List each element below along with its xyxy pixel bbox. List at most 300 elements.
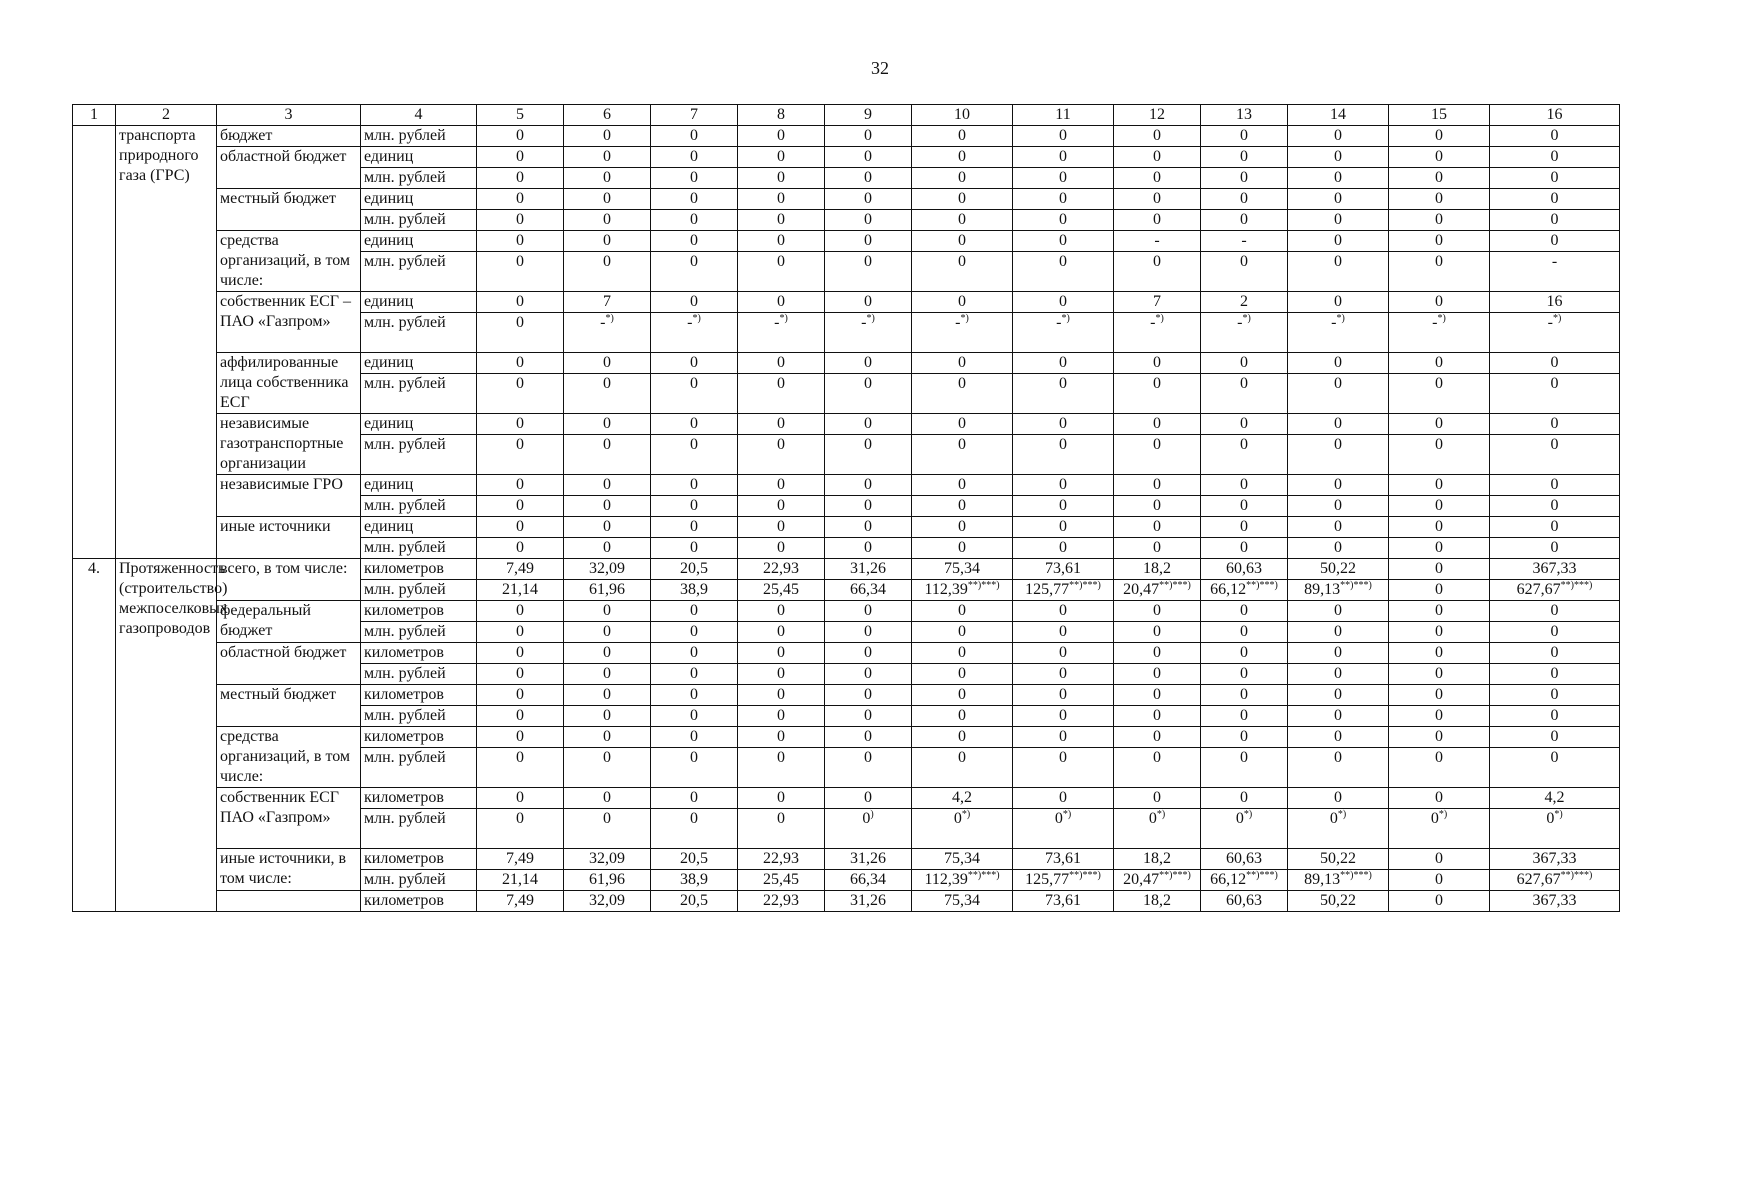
value-cell: 0 [1201, 517, 1288, 538]
value-cell: 0 [1201, 601, 1288, 622]
value-cell: 0 [738, 622, 825, 643]
source-label: иные источники [217, 517, 361, 559]
value-cell: 0 [1288, 517, 1389, 538]
value-cell: 0 [1114, 210, 1201, 231]
value-cell: 0 [477, 622, 564, 643]
value-cell: 0 [1013, 292, 1114, 313]
value-cell: 0 [1114, 168, 1201, 189]
section-number [73, 126, 116, 559]
value-cell: 0*) [1114, 809, 1201, 849]
value-cell: 0 [651, 414, 738, 435]
value-cell: 0 [1201, 189, 1288, 210]
value-cell: 0 [1201, 126, 1288, 147]
value-cell: -*) [651, 313, 738, 353]
column-header: 8 [738, 105, 825, 126]
value-cell: 0 [1114, 147, 1201, 168]
value-cell: -*) [912, 313, 1013, 353]
source-label: местный бюджет [217, 189, 361, 231]
unit-cell: километров [361, 891, 477, 912]
value-cell: 0 [477, 601, 564, 622]
value-cell: 0 [1114, 435, 1201, 475]
value-cell: 0 [1389, 538, 1490, 559]
value-cell: 0 [825, 292, 912, 313]
value-cell: 0 [1013, 622, 1114, 643]
value-cell: 0 [564, 788, 651, 809]
page-number: 32 [871, 58, 889, 78]
column-header: 14 [1288, 105, 1389, 126]
value-cell: 0 [1490, 643, 1620, 664]
value-cell: 0 [825, 414, 912, 435]
value-cell: 0 [825, 706, 912, 727]
value-cell: 0 [651, 231, 738, 252]
value-cell: 0 [1201, 435, 1288, 475]
value-cell: 0 [912, 414, 1013, 435]
unit-cell: млн. рублей [361, 809, 477, 849]
value-cell: 0 [1201, 353, 1288, 374]
unit-cell: километров [361, 727, 477, 748]
value-cell: 0 [564, 496, 651, 517]
value-cell: 627,67**)***) [1490, 870, 1620, 891]
value-cell: 0 [651, 788, 738, 809]
unit-cell: единиц [361, 353, 477, 374]
value-cell: 0 [1490, 538, 1620, 559]
unit-cell: млн. рублей [361, 126, 477, 147]
source-label: иные источники, в том числе: [217, 849, 361, 891]
value-cell: 0 [912, 664, 1013, 685]
value-cell: 0 [564, 231, 651, 252]
value-cell: 0 [1013, 374, 1114, 414]
value-cell: 0 [1201, 252, 1288, 292]
value-cell: 0 [651, 809, 738, 849]
value-cell: 0 [825, 727, 912, 748]
value-cell: 25,45 [738, 580, 825, 601]
value-cell: 0 [1288, 622, 1389, 643]
unit-cell: километров [361, 601, 477, 622]
value-cell: 0 [738, 374, 825, 414]
value-cell: 31,26 [825, 559, 912, 580]
value-cell: -*) [825, 313, 912, 353]
value-cell: 0 [1114, 353, 1201, 374]
value-cell: 0 [1389, 870, 1490, 891]
column-header: 9 [825, 105, 912, 126]
value-cell: 0 [1389, 748, 1490, 788]
value-cell: 0 [912, 496, 1013, 517]
value-cell: 0 [1490, 601, 1620, 622]
value-cell: 0 [1201, 374, 1288, 414]
table-row [73, 643, 1620, 664]
value-cell: 0 [1288, 168, 1389, 189]
column-header: 1 [73, 105, 116, 126]
section-label: Протяженность (строительство) межпоселковых газопроводов [116, 559, 217, 912]
value-cell: 0 [738, 685, 825, 706]
value-cell: 0 [738, 727, 825, 748]
value-cell: 0 [1389, 147, 1490, 168]
table-row [73, 475, 1620, 496]
value-cell: 0 [1013, 496, 1114, 517]
table-row [73, 685, 1620, 706]
value-cell: 0 [825, 748, 912, 788]
column-header: 12 [1114, 105, 1201, 126]
value-cell: 38,9 [651, 580, 738, 601]
value-cell: 7,49 [477, 849, 564, 870]
value-cell: 0 [651, 435, 738, 475]
value-cell: 0 [564, 353, 651, 374]
value-cell: 0 [738, 252, 825, 292]
unit-cell: километров [361, 849, 477, 870]
value-cell: 0*) [1288, 809, 1389, 849]
value-cell: 0 [912, 126, 1013, 147]
value-cell: 0 [738, 601, 825, 622]
value-cell: 0 [1013, 727, 1114, 748]
table-row [73, 849, 1620, 870]
value-cell: 0 [1490, 475, 1620, 496]
value-cell: 60,63 [1201, 891, 1288, 912]
value-cell: 0 [564, 189, 651, 210]
value-cell: 0 [912, 601, 1013, 622]
value-cell: 0 [1201, 414, 1288, 435]
value-cell: 0 [1490, 748, 1620, 788]
source-label [217, 891, 361, 912]
value-cell: 0 [477, 168, 564, 189]
value-cell: 0 [825, 643, 912, 664]
value-cell: 0 [1490, 622, 1620, 643]
value-cell: 0 [1288, 231, 1389, 252]
value-cell: 2 [1201, 292, 1288, 313]
value-cell: 0 [1389, 126, 1490, 147]
value-cell: 0*) [1389, 809, 1490, 849]
unit-cell: млн. рублей [361, 252, 477, 292]
value-cell: -*) [1490, 313, 1620, 353]
unit-cell: млн. рублей [361, 435, 477, 475]
value-cell: 0 [651, 643, 738, 664]
value-cell: 0 [1288, 664, 1389, 685]
value-cell: 0 [825, 252, 912, 292]
value-cell: 21,14 [477, 870, 564, 891]
value-cell: 0 [912, 374, 1013, 414]
value-cell: -*) [1389, 313, 1490, 353]
value-cell: 0 [738, 809, 825, 849]
value-cell: 0 [1389, 788, 1490, 809]
value-cell: 0 [1389, 353, 1490, 374]
value-cell: 0 [1288, 788, 1389, 809]
value-cell: 0 [477, 643, 564, 664]
value-cell: - [1201, 231, 1288, 252]
value-cell: 0 [1201, 538, 1288, 559]
value-cell: 50,22 [1288, 891, 1389, 912]
value-cell: 0 [477, 353, 564, 374]
value-cell: 18,2 [1114, 559, 1201, 580]
value-cell: 0 [477, 126, 564, 147]
value-cell: 73,61 [1013, 559, 1114, 580]
value-cell: 0 [1114, 664, 1201, 685]
value-cell: 0 [1389, 727, 1490, 748]
value-cell: 0 [651, 538, 738, 559]
value-cell: 0 [651, 601, 738, 622]
value-cell: 0 [1389, 168, 1490, 189]
value-cell: 7 [1114, 292, 1201, 313]
value-cell: - [1490, 252, 1620, 292]
value-cell: 0 [738, 231, 825, 252]
value-cell: 0 [1201, 168, 1288, 189]
value-cell: 0 [1114, 643, 1201, 664]
value-cell: 0 [738, 414, 825, 435]
value-cell: 0 [651, 496, 738, 517]
source-label: средства организаций, в том числе: [217, 231, 361, 292]
value-cell: 0 [477, 664, 564, 685]
value-cell: 0 [1389, 189, 1490, 210]
value-cell: 75,34 [912, 891, 1013, 912]
table-row [73, 559, 1620, 580]
value-cell: 0 [564, 664, 651, 685]
unit-cell: млн. рублей [361, 748, 477, 788]
value-cell: 0 [738, 168, 825, 189]
table-row [73, 788, 1620, 809]
value-cell: 60,63 [1201, 849, 1288, 870]
table-row [73, 147, 1620, 168]
value-cell: 0 [651, 189, 738, 210]
value-cell: 0 [1201, 496, 1288, 517]
value-cell: 0 [1389, 210, 1490, 231]
value-cell: 0 [564, 126, 651, 147]
value-cell: 0 [1389, 252, 1490, 292]
value-cell: 32,09 [564, 559, 651, 580]
value-cell: 0 [912, 685, 1013, 706]
value-cell: 18,2 [1114, 891, 1201, 912]
value-cell: 0 [825, 622, 912, 643]
value-cell: 0 [1288, 727, 1389, 748]
value-cell: 0 [1490, 168, 1620, 189]
value-cell: 0 [1490, 685, 1620, 706]
value-cell: 0 [477, 374, 564, 414]
value-cell: 0 [825, 374, 912, 414]
value-cell: 0 [912, 706, 1013, 727]
value-cell: 0 [825, 353, 912, 374]
value-cell: 0 [1288, 210, 1389, 231]
value-cell: 0 [477, 496, 564, 517]
table-row [73, 231, 1620, 252]
unit-cell: млн. рублей [361, 168, 477, 189]
value-cell: 0 [1288, 189, 1389, 210]
value-cell: 0 [1114, 538, 1201, 559]
value-cell: 0 [1013, 517, 1114, 538]
unit-cell: млн. рублей [361, 706, 477, 727]
value-cell: 0 [738, 748, 825, 788]
value-cell: 0 [651, 622, 738, 643]
value-cell: 4,2 [1490, 788, 1620, 809]
value-cell: 0 [912, 727, 1013, 748]
unit-cell: километров [361, 788, 477, 809]
value-cell: 0 [738, 353, 825, 374]
table-row [73, 189, 1620, 210]
value-cell: 0 [1288, 706, 1389, 727]
table-row [73, 292, 1620, 313]
value-cell: 0 [1013, 475, 1114, 496]
value-cell: 367,33 [1490, 891, 1620, 912]
value-cell: 0 [825, 435, 912, 475]
value-cell: 89,13**)***) [1288, 870, 1389, 891]
column-header: 3 [217, 105, 361, 126]
value-cell: 0 [1114, 622, 1201, 643]
value-cell: 0 [1201, 147, 1288, 168]
value-cell: 0 [1013, 601, 1114, 622]
value-cell: 66,12**)***) [1201, 580, 1288, 601]
value-cell: 0 [1013, 414, 1114, 435]
value-cell: 0 [651, 168, 738, 189]
unit-cell: километров [361, 643, 477, 664]
source-label: областной бюджет [217, 147, 361, 189]
column-header: 15 [1389, 105, 1490, 126]
value-cell: 0 [564, 538, 651, 559]
column-header: 5 [477, 105, 564, 126]
value-cell: 0 [912, 748, 1013, 788]
unit-cell: млн. рублей [361, 210, 477, 231]
value-cell: 0 [1013, 685, 1114, 706]
table-row [73, 517, 1620, 538]
value-cell: 0 [912, 622, 1013, 643]
value-cell: 367,33 [1490, 849, 1620, 870]
value-cell: 0 [825, 538, 912, 559]
value-cell: 0 [1490, 374, 1620, 414]
value-cell: 0 [1013, 126, 1114, 147]
value-cell: 0 [1114, 517, 1201, 538]
value-cell: -*) [1013, 313, 1114, 353]
value-cell: 0 [1389, 622, 1490, 643]
value-cell: 0 [1490, 147, 1620, 168]
value-cell: 16 [1490, 292, 1620, 313]
value-cell: - [1114, 231, 1201, 252]
value-cell: 0 [1288, 414, 1389, 435]
value-cell: 0 [1114, 374, 1201, 414]
unit-cell: единиц [361, 189, 477, 210]
value-cell: 0 [564, 727, 651, 748]
value-cell: 0 [564, 475, 651, 496]
value-cell: 66,34 [825, 870, 912, 891]
value-cell: 0 [564, 252, 651, 292]
value-cell: 0 [1389, 475, 1490, 496]
value-cell: 0 [564, 643, 651, 664]
value-cell: 0 [1288, 374, 1389, 414]
value-cell: 25,45 [738, 870, 825, 891]
value-cell: 0 [1389, 435, 1490, 475]
source-label: аффилированные лица собственника ЕСГ [217, 353, 361, 414]
value-cell: 0 [651, 147, 738, 168]
source-label: средства организаций, в том числе: [217, 727, 361, 788]
value-cell: 0 [825, 231, 912, 252]
value-cell: 18,2 [1114, 849, 1201, 870]
value-cell: 0 [738, 292, 825, 313]
column-header: 13 [1201, 105, 1288, 126]
value-cell: 0 [912, 435, 1013, 475]
value-cell: 31,26 [825, 891, 912, 912]
value-cell: 0 [651, 685, 738, 706]
value-cell: 0 [651, 252, 738, 292]
value-cell: 0 [564, 210, 651, 231]
value-cell: 627,67**)***) [1490, 580, 1620, 601]
value-cell: -*) [1288, 313, 1389, 353]
value-cell: 0 [1013, 538, 1114, 559]
section-label: транспорта природного газа (ГРС) [116, 126, 217, 559]
value-cell: 73,61 [1013, 849, 1114, 870]
value-cell: -*) [564, 313, 651, 353]
value-cell: 0 [912, 517, 1013, 538]
value-cell: 0 [651, 353, 738, 374]
value-cell: 0 [651, 517, 738, 538]
value-cell: 0 [1389, 580, 1490, 601]
value-cell: 0 [912, 147, 1013, 168]
value-cell: 20,5 [651, 849, 738, 870]
value-cell: 0 [1201, 664, 1288, 685]
value-cell: 0 [825, 475, 912, 496]
value-cell: 0 [1288, 685, 1389, 706]
value-cell: 0 [1389, 706, 1490, 727]
value-cell: 0 [1288, 643, 1389, 664]
value-cell: 61,96 [564, 870, 651, 891]
table-row [73, 601, 1620, 622]
value-cell: 0 [825, 168, 912, 189]
value-cell: 0 [738, 706, 825, 727]
value-cell: 0 [651, 126, 738, 147]
header-row [73, 105, 1620, 126]
value-cell: 0 [1288, 748, 1389, 788]
value-cell: 75,34 [912, 559, 1013, 580]
value-cell: 0 [651, 210, 738, 231]
value-cell: 0 [1490, 210, 1620, 231]
value-cell: 20,47**)***) [1114, 870, 1201, 891]
value-cell: 7,49 [477, 559, 564, 580]
value-cell: 50,22 [1288, 849, 1389, 870]
value-cell: 0 [1490, 664, 1620, 685]
value-cell: 0 [825, 601, 912, 622]
value-cell: 50,22 [1288, 559, 1389, 580]
value-cell: 0 [1288, 252, 1389, 292]
value-cell: 0 [1490, 414, 1620, 435]
value-cell: 0 [477, 809, 564, 849]
value-cell: 0 [564, 685, 651, 706]
value-cell: 0 [912, 168, 1013, 189]
value-cell: 0 [912, 353, 1013, 374]
data-table [72, 104, 1620, 912]
column-header: 7 [651, 105, 738, 126]
value-cell: 0 [1288, 601, 1389, 622]
value-cell: 0 [1389, 643, 1490, 664]
value-cell: 0 [477, 252, 564, 292]
source-label: областной бюджет [217, 643, 361, 685]
value-cell: 0 [738, 664, 825, 685]
value-cell: 0*) [912, 809, 1013, 849]
unit-cell: километров [361, 685, 477, 706]
value-cell: 0 [1114, 496, 1201, 517]
value-cell: 0 [1201, 475, 1288, 496]
value-cell: 0 [738, 210, 825, 231]
unit-cell: млн. рублей [361, 538, 477, 559]
value-cell: 20,5 [651, 559, 738, 580]
value-cell: 0 [1389, 517, 1490, 538]
value-cell: 0 [1201, 643, 1288, 664]
value-cell: 38,9 [651, 870, 738, 891]
column-header: 11 [1013, 105, 1114, 126]
value-cell: 0) [825, 809, 912, 849]
unit-cell: единиц [361, 475, 477, 496]
value-cell: 0 [477, 231, 564, 252]
value-cell: 0 [564, 706, 651, 727]
value-cell: 0 [1490, 435, 1620, 475]
unit-cell: млн. рублей [361, 870, 477, 891]
value-cell: 0 [738, 147, 825, 168]
value-cell: 0 [1013, 210, 1114, 231]
value-cell: 125,77**)***) [1013, 870, 1114, 891]
value-cell: 60,63 [1201, 559, 1288, 580]
value-cell: 0 [1288, 353, 1389, 374]
